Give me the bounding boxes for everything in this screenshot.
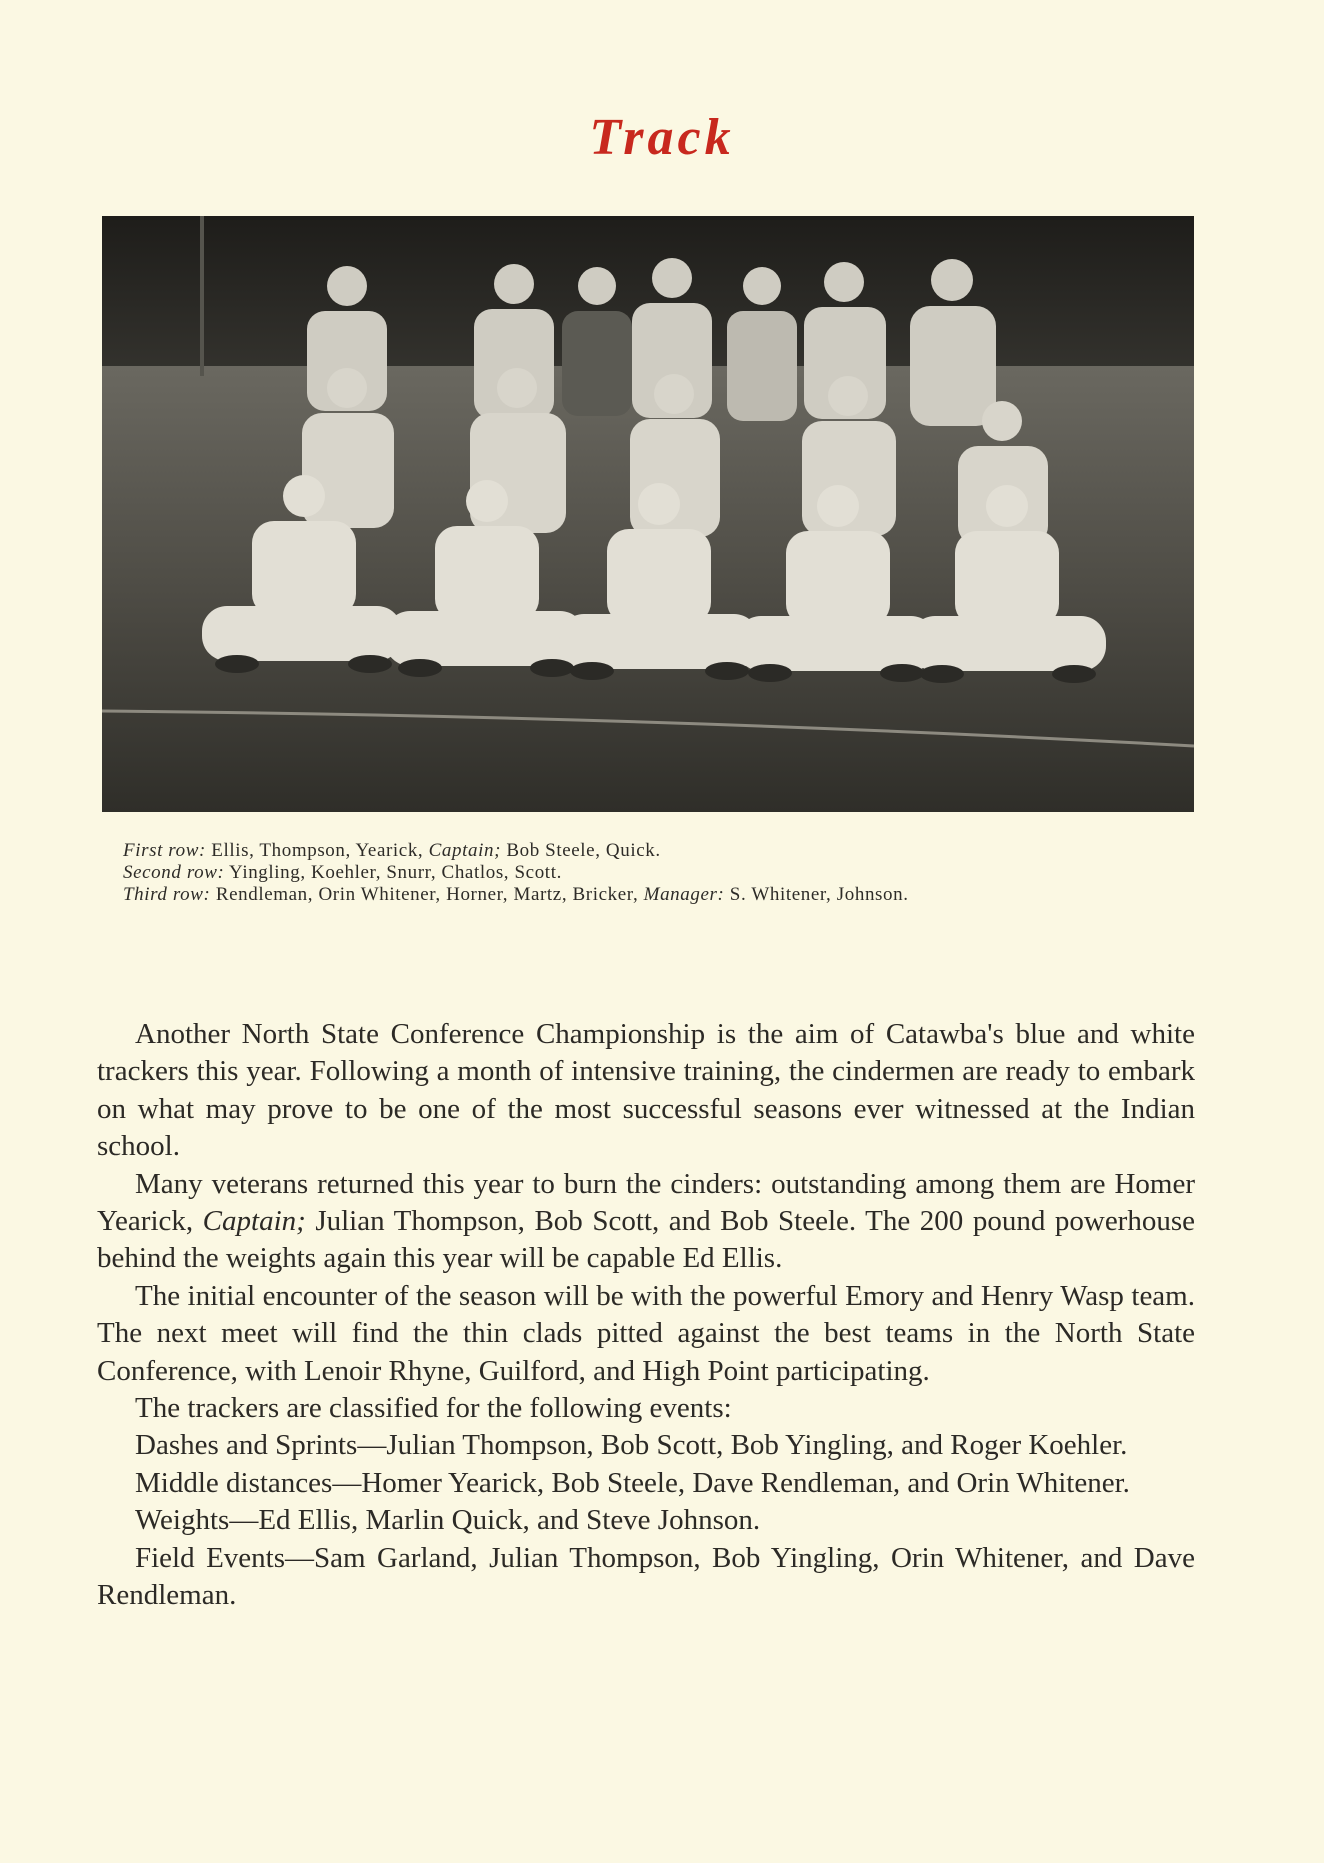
caption-row-3 — [97, 884, 1197, 906]
paragraph-2-a: Many veterans returned this year to burn the cinders: outstanding among them are Homer Yearick, — [97, 1167, 1195, 1238]
team-photo-illustration — [102, 216, 1194, 812]
caption-row-2-label: Second row: — [123, 862, 225, 883]
caption-row-2-names: Yingling, Koehler, Snurr, Chatlos, Scott. — [224, 862, 562, 883]
paragraph-2-captain: Captain; — [202, 1205, 306, 1238]
caption-row-1-names-b: Bob Steele, Quick. — [501, 840, 661, 861]
paragraph-8: Field Events—Sam Garland, Julian Thompson, Bob Yingling, Orin Whitener, and Dave Rendleman. — [97, 1541, 1195, 1612]
paragraph-5: Dashes and Sprints—Julian Thompson, Bob Scott, Bob Yingling, and Roger Koehler. — [135, 1429, 1128, 1462]
caption-row-1 — [97, 840, 1197, 862]
caption-row-1-names-a: Ellis, Thompson, Yearick, — [205, 840, 429, 861]
photo-caption — [97, 840, 1197, 906]
caption-row-3-label: Third row: — [123, 884, 211, 905]
paragraph-1: Another North State Conference Championship is the aim of Catawba's blue and white trackers this year. Following a month of intensive training, the cindermen are ready to embark on what may prove to be one of the most successful seasons ever witnessed at the Indian school. — [97, 1018, 1195, 1163]
caption-row-1-label: First row: — [123, 840, 206, 861]
caption-row-3-names-a: Rendleman, Orin Whitener, Horner, Martz, Bricker, — [210, 884, 644, 905]
paragraph-2 — [97, 1166, 1195, 1278]
page-title: Track — [589, 109, 735, 166]
paragraph-6: Middle distances—Homer Yearick, Bob Steele, Dave Rendleman, and Orin Whitener. — [135, 1466, 1130, 1499]
paragraph-2-b: Julian Thompson, Bob Scott, and Bob Steele. The 200 pound powerhouse behind the weights again this year will be capable Ed Ellis. — [97, 1205, 1196, 1275]
caption-captain-label: Captain; — [428, 840, 501, 861]
paragraph-7: Weights—Ed Ellis, Marlin Quick, and Steve Johnson. — [135, 1504, 761, 1537]
caption-row-2 — [97, 862, 1197, 884]
caption-manager-label: Manager: — [643, 884, 725, 905]
caption-row-3-names-b: S. Whitener, Johnson. — [724, 884, 909, 905]
paragraph-3: The initial encounter of the season will be with the powerful Emory and Henry Wasp team. The next meet will find the thin clads pitted against the best teams in the North State Conference, with Lenoir Rhyne, Guilford, and High Point participating. — [97, 1279, 1195, 1387]
paragraph-4: The trackers are classified for the following events: — [135, 1392, 732, 1425]
team-photo — [102, 216, 1194, 812]
pole — [200, 216, 204, 376]
article-body — [97, 1016, 1195, 1615]
